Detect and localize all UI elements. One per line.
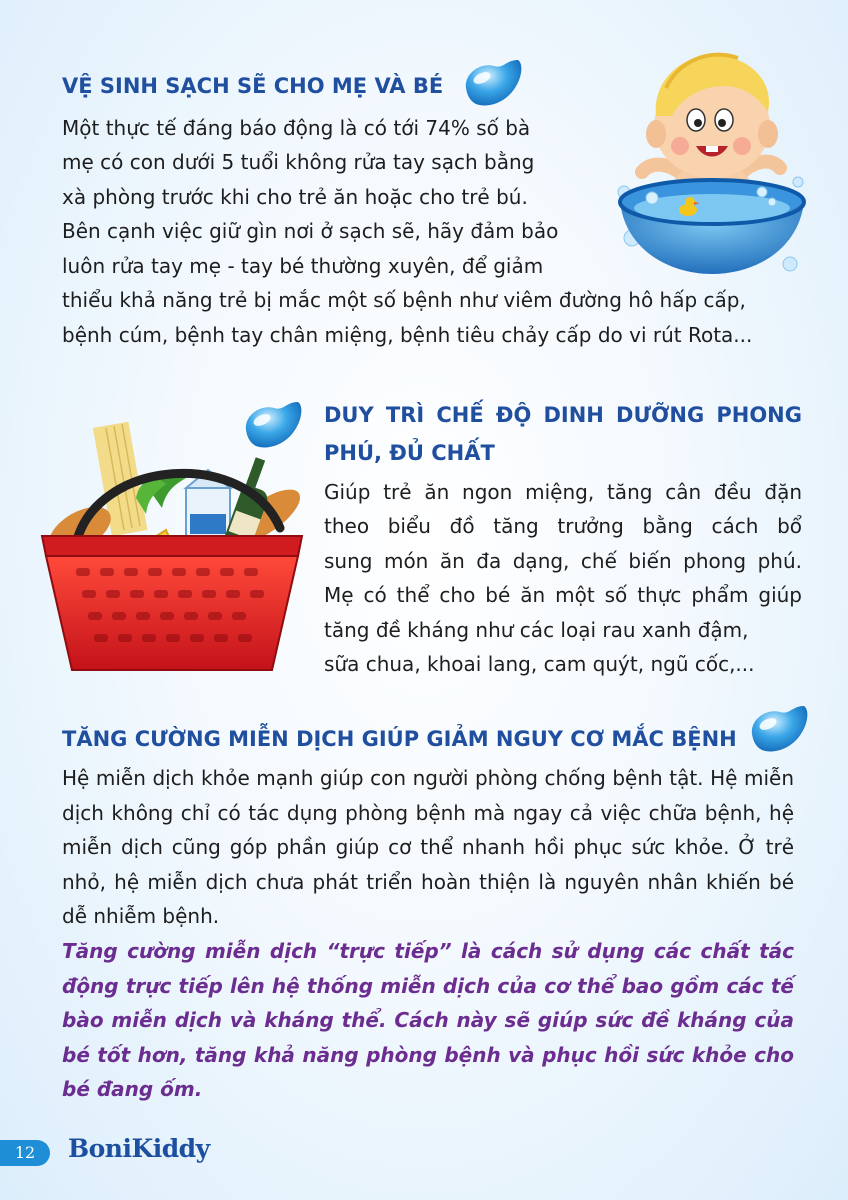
text-line: Bên cạnh việc giữ gìn nơi ở sạch sẽ, hãy đảm bảo	[62, 219, 559, 243]
text-line: sung món ăn đa dạng, chế biến phong phú.	[324, 549, 802, 573]
text-line: thiểu khả năng trẻ bị mắc một số bệnh như viêm đường hô hấp cấp,	[62, 288, 746, 312]
baby-bath-illustration	[612, 42, 812, 274]
section2-heading-line2: PHÚ, ĐỦ CHẤT	[324, 441, 495, 465]
section3-heading: TĂNG CƯỜNG MIỄN DỊCH GIÚP GIẢM NGUY CƠ MẮC BỆNH	[62, 727, 737, 751]
text-line: sữa chua, khoai lang, cam quýt, ngũ cốc,...	[324, 652, 755, 676]
text-line: Một thực tế đáng báo động là có tới 74% số bà	[62, 116, 531, 140]
section2-heading-line1: DUY TRÌ CHẾ ĐỘ DINH DƯỠNG PHONG	[324, 403, 802, 427]
section3-paragraph: Hệ miễn dịch khỏe mạnh giúp con người phòng chống bệnh tật. Hệ miễn dịch không chỉ có tác dụng phòng bệnh mà ngay cả việc chữa bệnh, hệ miễn dịch cũng góp phần giúp cơ thể nhanh hồi phục sức khỏe. Ở trẻ nhỏ, hệ miễn dịch chưa phát triển hoàn thiện là nguyên nhân khiến bé dễ nhiễm bệnh.	[62, 766, 794, 928]
water-drop-icon	[746, 700, 812, 758]
page-number: 12	[0, 1140, 50, 1166]
text-line: tăng đề kháng như các loại rau xanh đậm,	[324, 618, 749, 642]
section1-heading: VỆ SINH SẠCH SẼ CHO MẸ VÀ BÉ	[62, 74, 444, 98]
brand-logo: BoniKiddy	[68, 1134, 210, 1163]
text-line: Giúp trẻ ăn ngon miệng, tăng cân đều đặn	[324, 480, 802, 504]
water-drop-icon	[460, 54, 526, 112]
text-line: xà phòng trước khi cho trẻ ăn hoặc cho trẻ bú.	[62, 185, 528, 209]
text-line: bệnh cúm, bệnh tay chân miệng, bệnh tiêu chảy cấp do vi rút Rota...	[62, 323, 753, 347]
text-line: mẹ có con dưới 5 tuổi không rửa tay sạch bằng	[62, 150, 535, 174]
text-line: theo biểu đồ tăng trưởng bằng cách bổ	[324, 514, 802, 538]
section3-highlight: Tăng cường miễn dịch “trực tiếp” là cách sử dụng các chất tác động trực tiếp lên hệ thống miễn dịch của cơ thể bao gồm các tế bào miễn dịch và kháng thể. Cách này sẽ giúp sức đề kháng của bé tốt hơn, tăng khả năng phòng bệnh và phục hồi sức khỏe cho bé đang ốm.	[62, 939, 794, 1101]
text-line: luôn rửa tay mẹ - tay bé thường xuyên, để giảm	[62, 254, 544, 278]
text-line: Mẹ có thể cho bé ăn một số thực phẩm giúp	[324, 583, 802, 607]
grocery-basket-illustration	[36, 418, 308, 680]
